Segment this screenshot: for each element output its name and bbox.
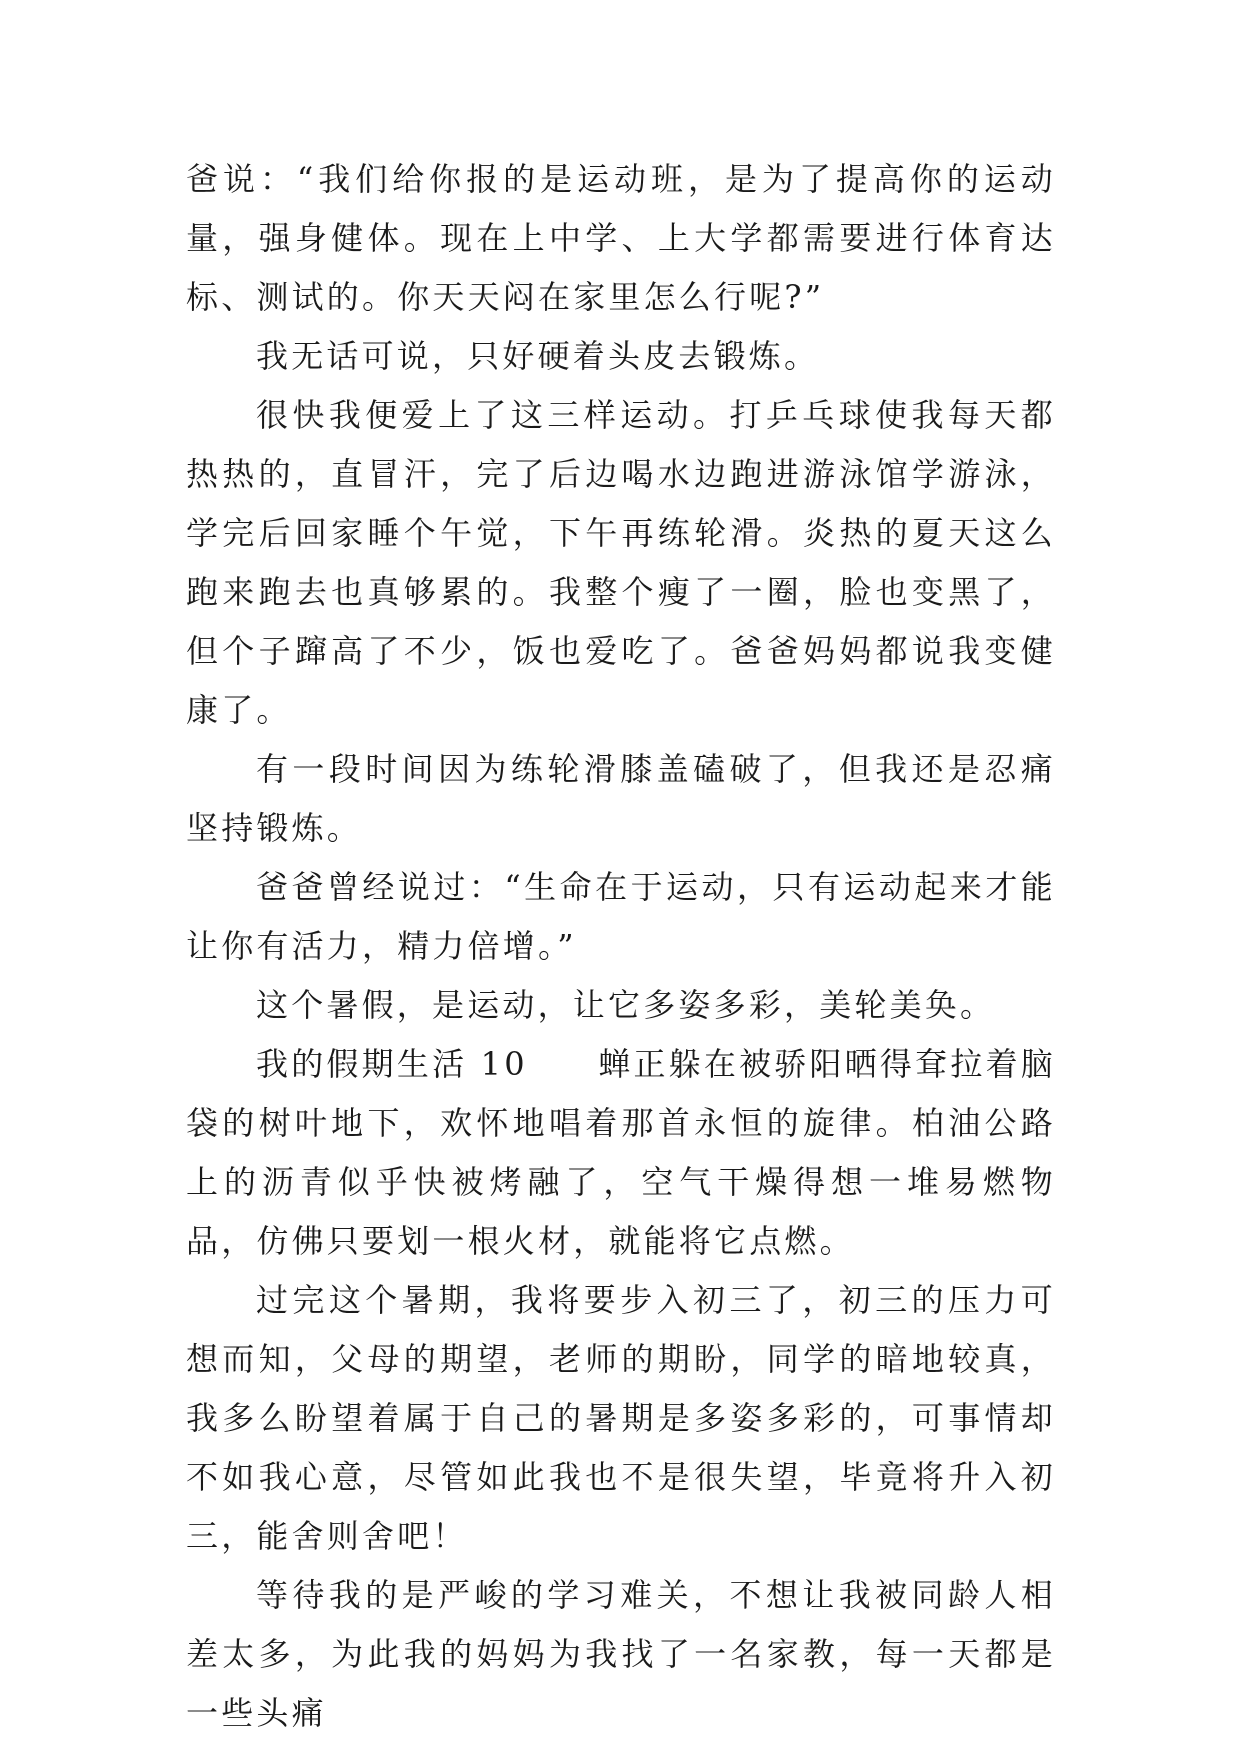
paragraph-9: 等待我的是严峻的学习难关，不想让我被同龄人相差太多，为此我的妈妈为我找了一名家教，每一天都是一些头痛: [186, 1576, 1056, 1732]
document-page: [186, 150, 1056, 1743]
paragraph-8: 过完这个暑期，我将要步入初三了，初三的压力可想而知，父母的期望，老师的期盼，同学的暗地较真，我多么盼望着属于自己的暑期是多姿多彩的，可事情却不如我心意，尽管如此我也不是很失望，毕竟将升入初三，能舍则舍吧！: [186, 1281, 1056, 1555]
paragraph-5: 爸爸曾经说过：“生命在于运动，只有运动起来才能让你有活力，精力倍增。”: [186, 868, 1056, 965]
paragraph-4: 有一段时间因为练轮滑膝盖磕破了，但我还是忍痛坚持锻炼。: [186, 750, 1056, 847]
paragraph-3: 很快我便爱上了这三样运动。打乒乓球使我每天都热热的，直冒汗，完了后边喝水边跑进游泳馆学游泳，学完后回家睡个午觉，下午再练轮滑。炎热的夏天这么跑来跑去也真够累的。我整个瘦了一圈，脸也变黑了，但个子蹿高了不少，饭也爱吃了。爸爸妈妈都说我变健康了。: [186, 396, 1056, 729]
paragraph-6: 这个暑假，是运动，让它多姿多彩，美轮美奂。: [256, 986, 996, 1024]
paragraph-7: 我的假期生活 10 蝉正躲在被骄阳晒得耷拉着脑袋的树叶地下，欢怀地唱着那首永恒的旋律。柏油公路上的沥青似乎快被烤融了，空气干燥得想一堆易燃物品，仿佛只要划一根火材，就能将它点燃。: [186, 1045, 1056, 1260]
paragraph-1: 爸说：“我们给你报的是运动班，是为了提高你的运动量，强身健体。现在上中学、上大学都需要进行体育达标、测试的。你天天闷在家里怎么行呢?”: [186, 160, 1056, 316]
paragraph-2: 我无话可说，只好硬着头皮去锻炼。: [256, 337, 820, 375]
